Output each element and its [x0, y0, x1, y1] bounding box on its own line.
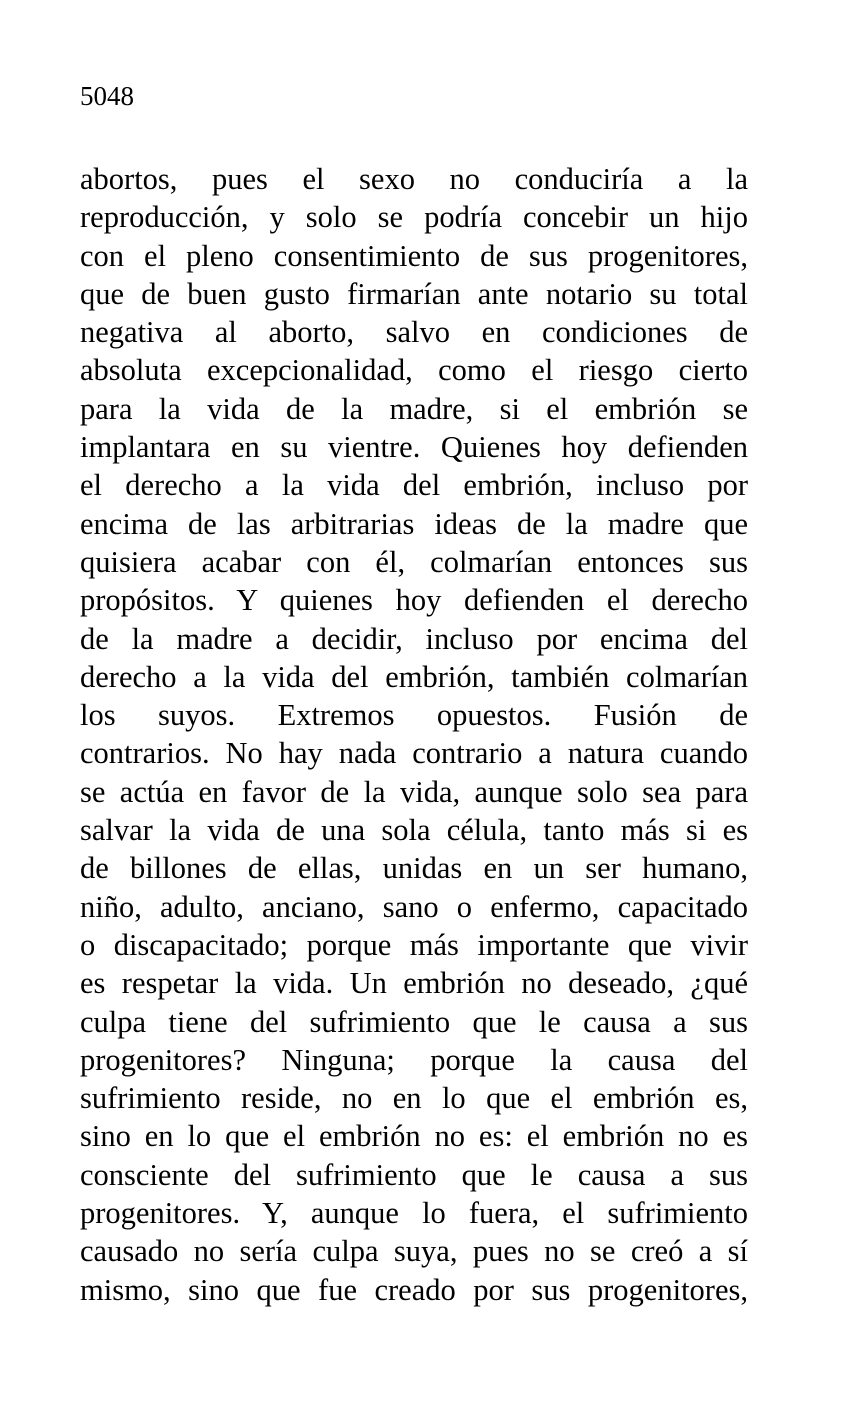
text-line: negativa al aborto, salvo en condiciones de [80, 315, 748, 350]
text-line: sufrimiento reside, no en lo que el embrión es, [80, 1081, 748, 1116]
text-line: abortos, pues el sexo no conduciría a la [80, 162, 748, 196]
text-line: de billones de ellas, unidas en un ser humano, [80, 851, 748, 886]
text-line: contrarios. No hay nada contrario a natura cuando [80, 736, 748, 771]
text-line: de la madre a decidir, incluso por encima del [80, 621, 748, 656]
text-line: salvar la vida de una sola célula, tanto más si es [80, 813, 748, 848]
text-line: niño, adulto, anciano, sano o enfermo, capacitado [80, 889, 748, 924]
text-line: causado no sería culpa suya, pues no se creó a sí [80, 1234, 748, 1269]
page-number: 5048 [80, 81, 134, 111]
text-line: para la vida de la madre, si el embrión se [80, 391, 748, 426]
text-line: implantara en su vientre. Quienes hoy defienden [80, 430, 748, 465]
text-line: culpa tiene del sufrimiento que le causa a sus [80, 1004, 748, 1039]
text-line: absoluta excepcionalidad, como el riesgo cierto [80, 353, 748, 388]
text-line: que de buen gusto firmarían ante notario su total [80, 276, 748, 311]
text-line: con el pleno consentimiento de sus progenitores, [80, 238, 748, 273]
text-line: quisiera acabar con él, colmarían entonces sus [80, 544, 748, 579]
text-line: sino en lo que el embrión no es: el embrión no es [80, 1119, 748, 1154]
text-line: los suyos. Extremos opuestos. Fusión de [80, 698, 748, 733]
text-line: progenitores. Y, aunque lo fuera, el sufrimiento [80, 1196, 748, 1231]
text-line: consciente del sufrimiento que le causa a sus [80, 1157, 748, 1192]
text-line: mismo, sino que fue creado por sus progenitores, [80, 1272, 748, 1307]
text-line: propósitos. Y quienes hoy defienden el derecho [80, 583, 748, 618]
text-line: derecho a la vida del embrión, también colmarían [80, 659, 748, 694]
text-line: encima de las arbitrarias ideas de la madre que [80, 506, 748, 541]
text-line: se actúa en favor de la vida, aunque solo sea para [80, 774, 748, 809]
text-line: reproducción, y solo se podría concebir un hijo [80, 200, 748, 235]
text-line: o discapacitado; porque más importante que vivir [80, 927, 748, 962]
text-line: progenitores? Ninguna; porque la causa del [80, 1042, 748, 1077]
text-line: es respetar la vida. Un embrión no deseado, ¿qué [80, 966, 748, 1001]
text-line: el derecho a la vida del embrión, incluso por [80, 468, 748, 503]
body-text [80, 160, 748, 1309]
